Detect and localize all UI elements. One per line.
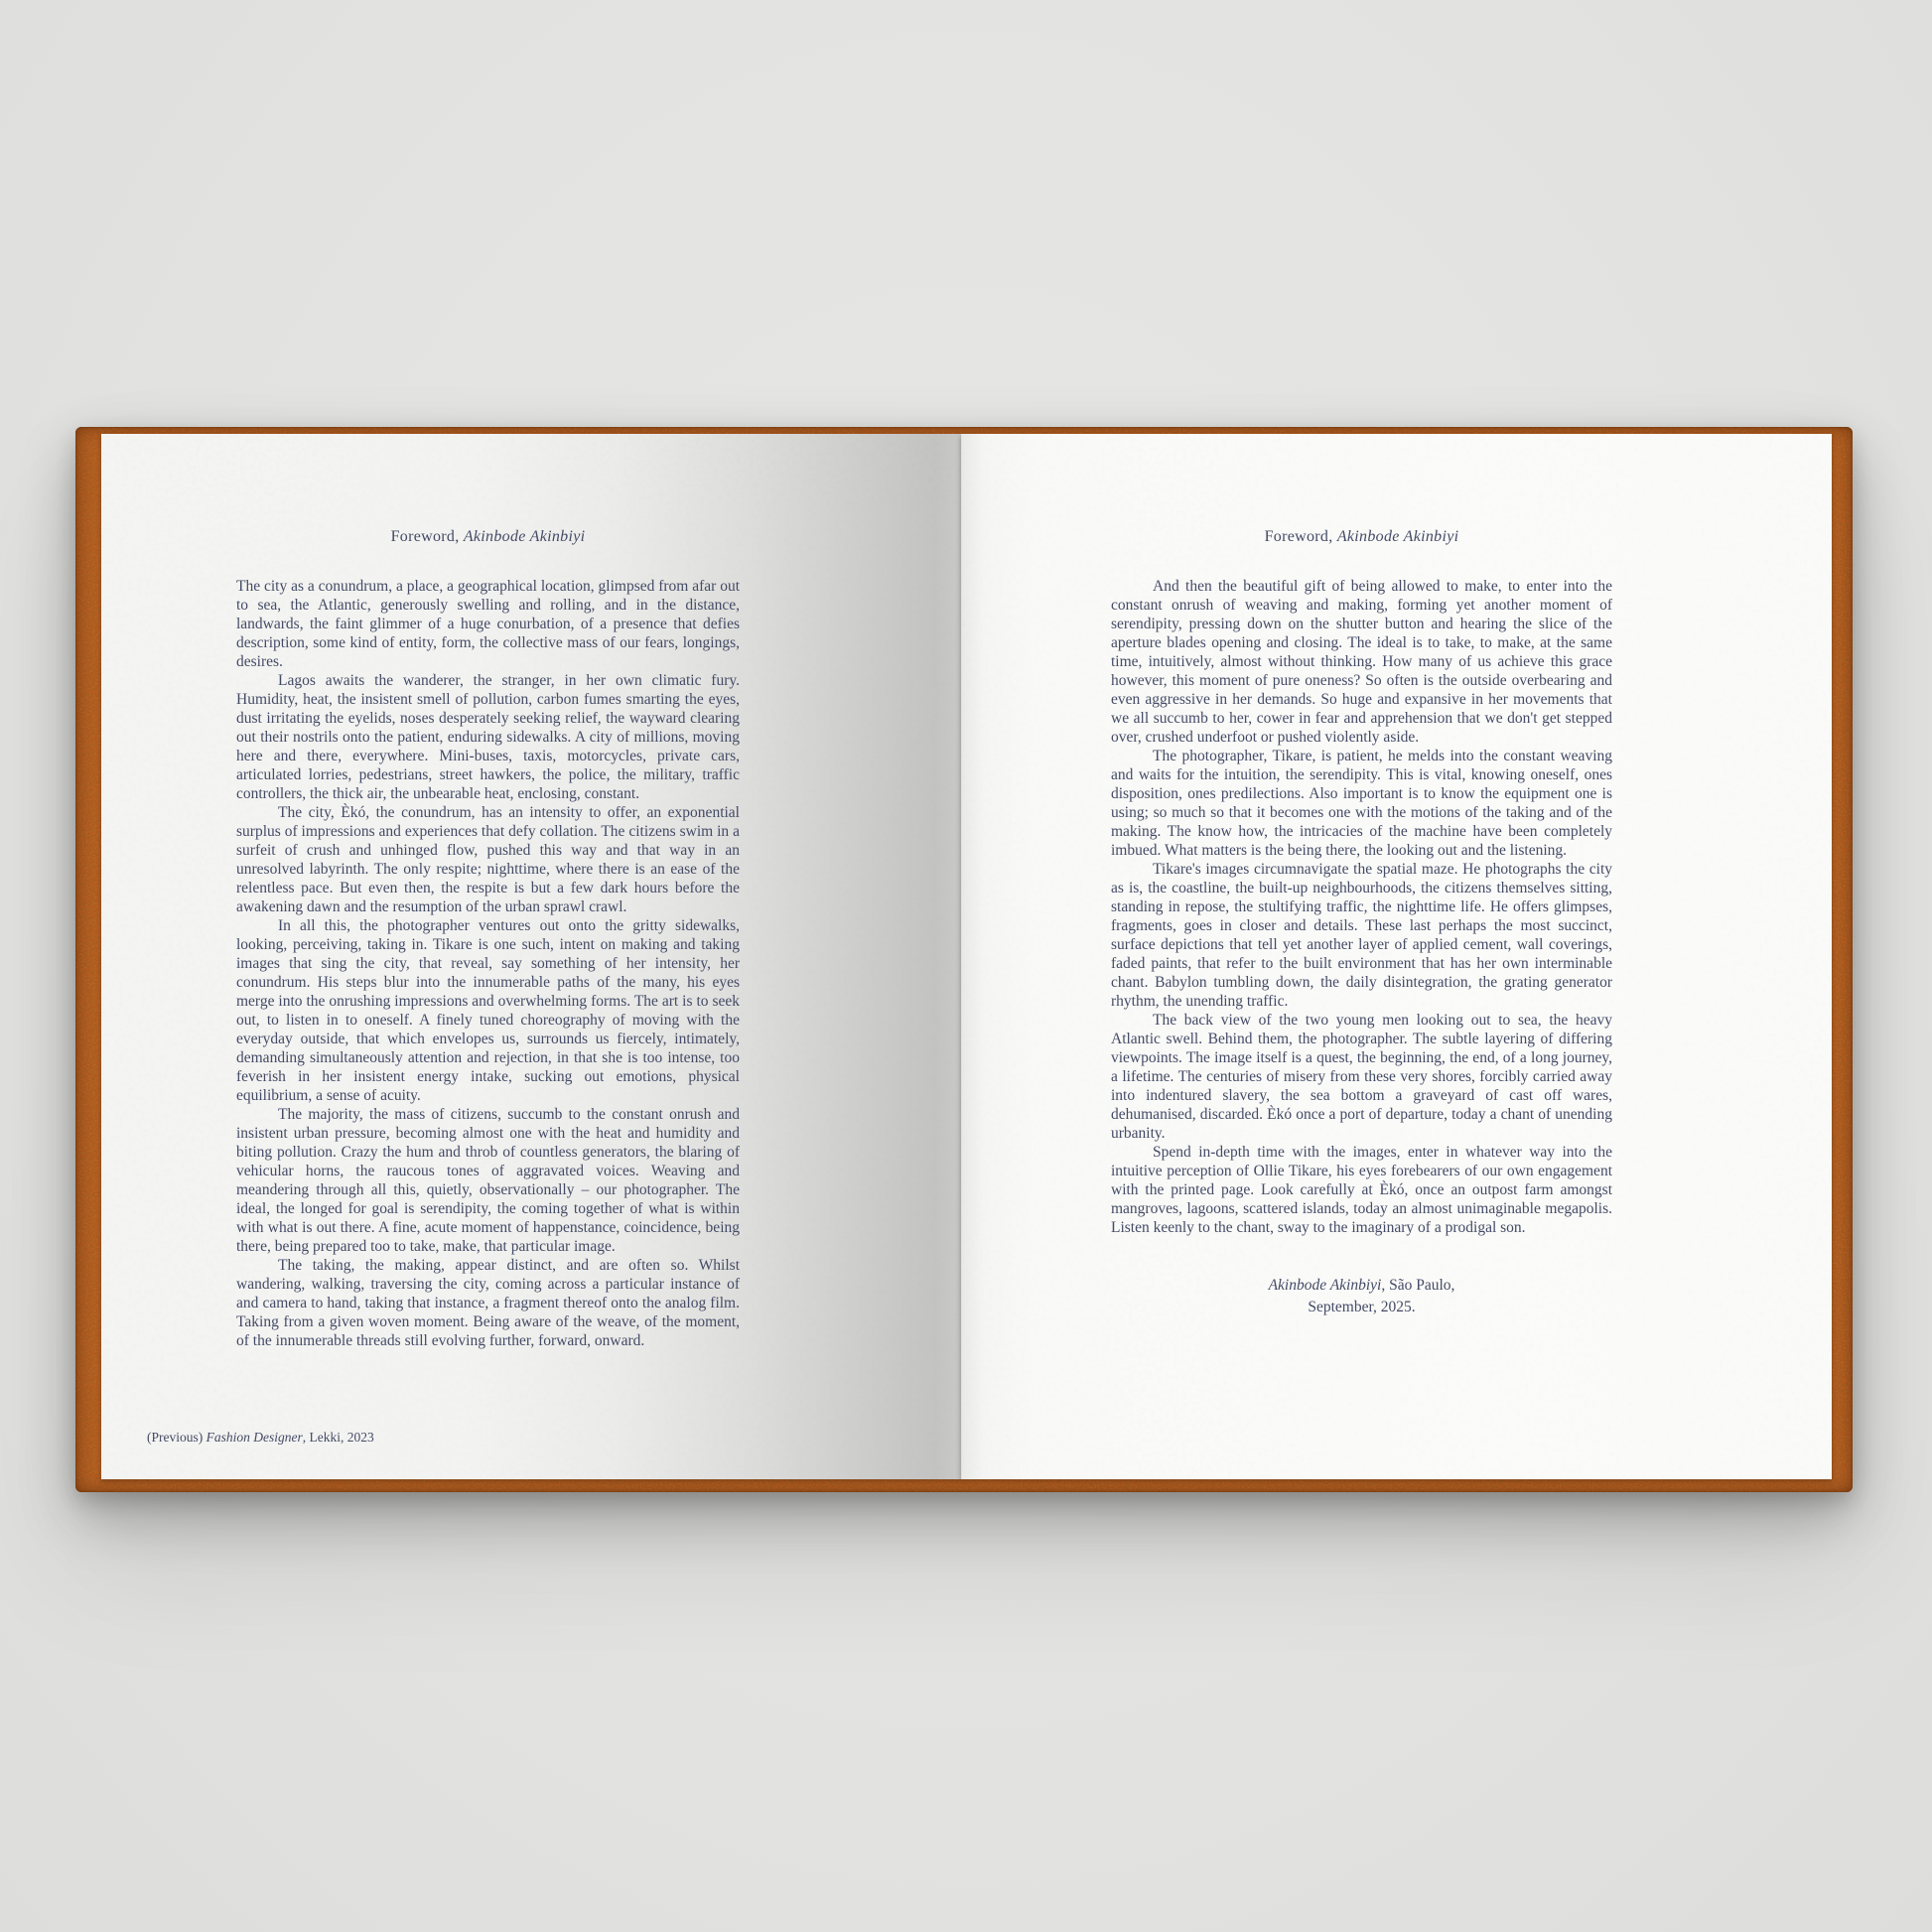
header-author: Akinbode Akinbiyi bbox=[463, 528, 586, 545]
signature-location: , São Paulo, bbox=[1381, 1277, 1455, 1294]
header-label: Foreword, bbox=[390, 528, 464, 545]
right-page-content bbox=[1111, 528, 1612, 1318]
left-page-body bbox=[236, 577, 740, 1350]
body-paragraph: And then the beautiful gift of being allowed to make, to enter into the constant onrush of weaving and making, forming yet another moment of serendipity, pressing down on the shutter button and hearing the slice of the aperture blades opening and closing. The ideal is to take, to make, at the same time, intuitively, almost without thinking. How many of us achieve this grace however, this moment of pure oneness? So often is the outside overbearing and even aggressive in her demands. So huge and expansive in her movements that we all succumb to her, cower in fear and apprehension that we don't get stepped over, crushed underfoot or pushed violently aside. bbox=[1111, 578, 1612, 746]
body-paragraph: The city as a conundrum, a place, a geographical location, glimpsed from afar out to sea, the Atlantic, generously swelling and rolling, and in the distance, landwards, the faint glimmer of a huge conurbation, of a presence that defies description, some kind of entity, form, the collective mass of our fears, longings, desires. bbox=[236, 578, 741, 670]
signature-date: September, 2025. bbox=[1308, 1299, 1416, 1315]
body-paragraph: The back view of the two young men looking out to sea, the heavy Atlantic swell. Behind them, the photographer. The subtle layering of differing viewpoints. The image itself is a quest, the beginning, the end, of a long journey, a lifetime. The centuries of misery from these very shores, forcibly carried away into indentured slavery, the sea bottom a graveyard of cast off wares, dehumanised, discarded. Èkó once a port of departure, today a chant of unending urbanity. bbox=[1111, 1012, 1612, 1142]
left-page-header bbox=[236, 528, 740, 546]
body-paragraph: The taking, the making, appear distinct, and are often so. Whilst wandering, walking, traversing the city, coming across a particular instance of and camera to hand, taking that instance, a fragment thereof onto the analog film. Taking from a given woven moment. Being aware of the weave, of the moment, of the innumerable threads still evolving further, forward, onward. bbox=[236, 1257, 740, 1349]
header-author: Akinbode Akinbiyi bbox=[1336, 528, 1459, 545]
left-page-content bbox=[236, 528, 740, 1350]
caption-title: Fashion Designer bbox=[206, 1430, 303, 1445]
signature-author-line bbox=[1111, 1275, 1612, 1297]
caption-suffix: , Lekki, 2023 bbox=[302, 1430, 374, 1445]
body-paragraph: Tikare's images circumnavigate the spatial maze. He photographs the city as is, the coastline, the built-up neighbourhoods, the citizens themselves sitting, standing in repose, the stultifying traffic, the nighttime life. He offers glimpses, fragments, goes in closer and details. These last perhaps the most succinct, surface depictions that tell yet another layer of applied cement, wall coverings, faded paints, that refer to the built environment that has her own interminable chant. Babylon tumbling down, the daily disintegration, the grating generator rhythm, the unending traffic. bbox=[1111, 861, 1612, 1010]
right-page bbox=[961, 434, 1832, 1479]
body-paragraph: The photographer, Tikare, is patient, he melds into the constant weaving and waits for the intuition, the serendipity. This is vital, knowing oneself, ones disposition, ones predilections. Also important is to know the equipment one is using; so much so that it becomes one with the motions of the taking and of the making. The know how, the intricacies of the machine have been completely imbued. What matters is the being there, the looking out and the listening. bbox=[1111, 748, 1612, 859]
caption-prefix: (Previous) bbox=[147, 1430, 207, 1445]
body-paragraph: Spend in-depth time with the images, enter in whatever way into the intuitive perception of Ollie Tikare, his eyes forebearers of our own engagement with the printed page. Look carefully at Èkó, once an outpost farm amongst mangroves, lagoons, scattered islands, today an almost unimaginable megapolis. Listen keenly to the chant, sway to the imaginary of a prodigal son. bbox=[1111, 1144, 1612, 1236]
body-paragraph: Lagos awaits the wanderer, the stranger, in her own climatic fury. Humidity, heat, the insistent smell of pollution, carbon fumes smarting the eyes, dust irritating the eyelids, noses desperately seeking relief, the wayward clearing out their nostrils onto the patient, enduring sidewalks. A city of millions, moving here and there, everywhere. Mini-buses, taxis, motorcycles, private cars, articulated lorries, pedestrians, street hawkers, the police, the military, traffic controllers, the thick air, the unbearable heat, enclosing, constant. bbox=[236, 672, 740, 802]
right-page-header bbox=[1111, 528, 1612, 546]
header-label: Foreword, bbox=[1264, 528, 1337, 545]
signature-author: Akinbode Akinbiyi bbox=[1268, 1277, 1382, 1294]
signature-block bbox=[1111, 1275, 1612, 1318]
book-cover bbox=[75, 427, 1853, 1492]
body-paragraph: The city, Èkó, the conundrum, has an intensity to offer, an exponential surplus of impressions and experiences that defy collation. The citizens swim in a surfeit of crush and unhinged flow, pushed this way and that way in an unresolved labyrinth. The only respite; nighttime, where there is an ease of the relentless pace. But even then, the respite is but a few dark hours before the awakening dawn and the resumption of the urban sprawl crawl. bbox=[236, 804, 740, 915]
right-page-body bbox=[1111, 577, 1612, 1237]
body-paragraph: In all this, the photographer ventures out onto the gritty sidewalks, looking, perceiving, taking in. Tikare is one such, intent on making and taking images that sing the city, that reveal, say something of her intensity, her conundrum. His steps blur into the innumerable paths of the many, his eyes merge into the onrushing impressions and overwhelming forms. The art is to seek out, to listen in to oneself. A finely tuned choreography of moving with the everyday outside, that which envelopes us, surrounds us fiercely, intimately, demanding simultaneously attention and rejection, in that she is too intense, too feverish in her insistent energy intake, sucking out emotions, physical equilibrium, a sense of acuity. bbox=[236, 917, 740, 1104]
previous-image-caption bbox=[147, 1430, 374, 1446]
body-paragraph: The majority, the mass of citizens, succumb to the constant onrush and insistent urban pressure, becoming almost one with the heat and humidity and biting pollution. Crazy the hum and throb of countless generators, the blaring of vehicular horns, the raucous tones of aggravated voices. Weaving and meandering through all this, quietly, observationally – our photographer. The ideal, the longed for goal is serendipity, the coming together of what is within with what is out there. A fine, acute moment of happenstance, coincidence, being there, being prepared too to take, make, that particular image. bbox=[236, 1106, 740, 1255]
left-page bbox=[101, 434, 961, 1479]
